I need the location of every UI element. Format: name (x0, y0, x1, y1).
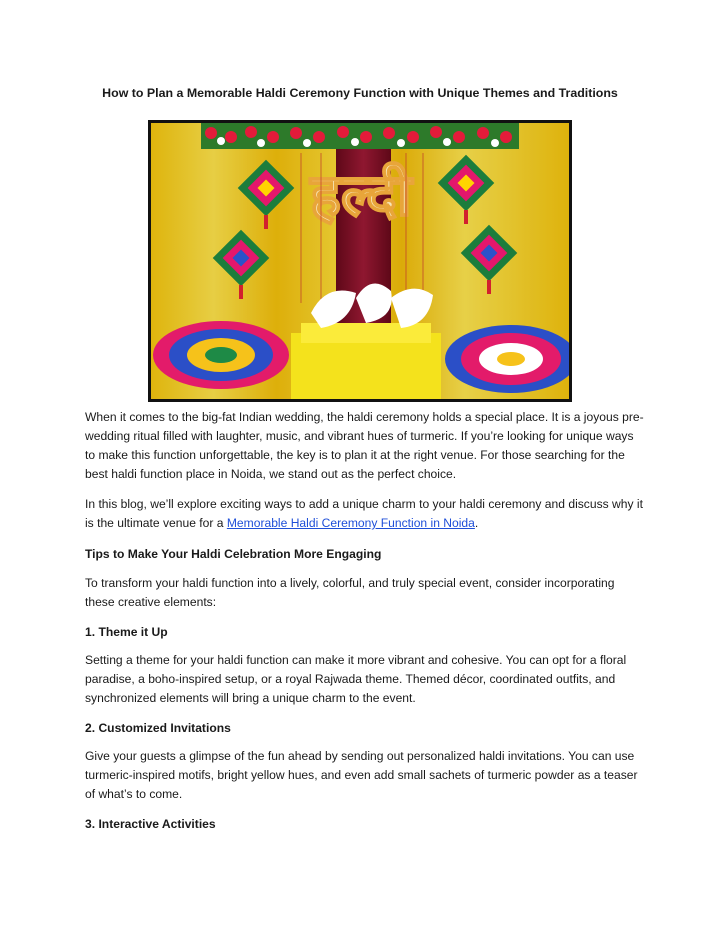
blog-paragraph-text: In this blog, we’ll explore exciting ways to add a unique charm to your haldi ceremony and discuss why it is the ultimate venue for a (85, 497, 643, 530)
section-heading-theme: 1. Theme it Up (85, 625, 168, 639)
intro-paragraph: When it comes to the big-fat Indian wedding, the haldi ceremony holds a special place. It is a joyous pre-wedding ritual filled with laughter, music, and vibrant hues of turmeric. If you’re looking for unique ways to make this function unforgettable, the key is to plan it at the right venue. For those searching for the best haldi function place in Noida, we stand out as the perfect choice. (85, 410, 644, 481)
haldi-decor-photo (148, 120, 572, 402)
section-heading-invitations: 2. Customized Invitations (85, 721, 231, 735)
blog-paragraph (85, 495, 645, 533)
haldi-noida-link[interactable]: Memorable Haldi Ceremony Function in Noida (226, 516, 475, 530)
section-text-invitations: Give your guests a glimpse of the fun ahead by sending out personalized haldi invitations. You can use turmeric-inspired motifs, bright yellow hues, and even add small sachets of turmeric powder as a teaser of what’s to come. (85, 749, 638, 801)
document-title: How to Plan a Memorable Haldi Ceremony Function with Unique Themes and Traditions (102, 86, 618, 100)
umbrella-left (153, 321, 289, 389)
haldi-signboard: हल्दी (310, 161, 412, 229)
section-heading-activities: 3. Interactive Activities (85, 817, 216, 831)
haldi-decor-illustration (151, 123, 569, 399)
tips-intro-paragraph: To transform your haldi function into a lively, colorful, and truly special event, consider incorporating these creative elements: (85, 576, 615, 609)
blog-paragraph-end: . (474, 516, 479, 530)
section-text-theme: Setting a theme for your haldi function can make it more vibrant and cohesive. You can opt for a floral paradise, a boho-inspired setup, or a royal Rajwada theme. Themed décor, coordinated outfits, and synchronized elements will bring a unique charm to the event. (85, 653, 627, 705)
tips-heading: Tips to Make Your Haldi Celebration More Engaging (85, 547, 382, 561)
